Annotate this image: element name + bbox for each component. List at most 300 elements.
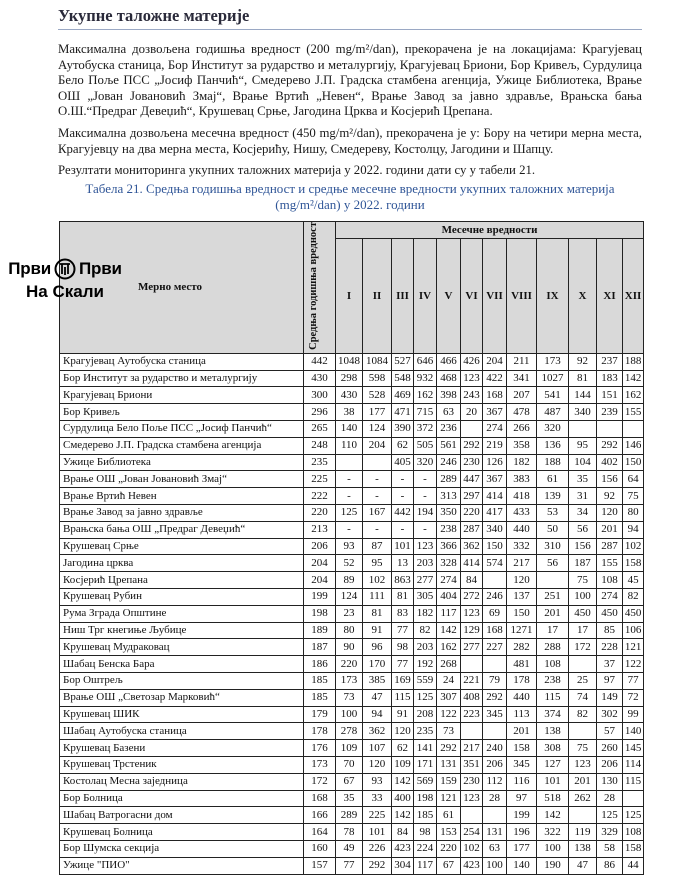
monthly-value: 81	[363, 605, 392, 622]
monthly-value: 137	[507, 589, 537, 606]
monthly-value	[483, 723, 507, 740]
monthly-value: 109	[336, 740, 363, 757]
monthly-value: 201	[507, 723, 537, 740]
heading-block	[58, 4, 642, 30]
monthly-value: 292	[363, 857, 392, 874]
header-annual-text: Средња годишња вредност	[307, 222, 319, 350]
monthly-value: 208	[414, 706, 437, 723]
monthly-value: 450	[569, 605, 597, 622]
monthly-value: 87	[363, 538, 392, 555]
monthly-value: 136	[537, 437, 569, 454]
monthly-value: 236	[437, 421, 461, 438]
monthly-value: 341	[507, 370, 537, 387]
monthly-value: 146	[623, 437, 644, 454]
monthly-value: 140	[623, 723, 644, 740]
monthly-value: 112	[483, 773, 507, 790]
annual-value: 235	[304, 454, 336, 471]
monthly-value: 153	[437, 824, 461, 841]
monthly-value: 75	[623, 488, 644, 505]
annual-value: 265	[304, 421, 336, 438]
monthly-value: 367	[483, 471, 507, 488]
monthly-value: 95	[363, 555, 392, 572]
monthly-value: 124	[363, 421, 392, 438]
monthly-value: 201	[537, 605, 569, 622]
monthly-value: 125	[623, 807, 644, 824]
annual-value: 204	[304, 555, 336, 572]
monthly-value: 150	[483, 538, 507, 555]
monthly-value: 172	[569, 639, 597, 656]
monthly-value: 100	[537, 841, 569, 858]
monthly-value: 277	[461, 639, 483, 656]
annual-value: 164	[304, 824, 336, 841]
monthly-value: 203	[414, 555, 437, 572]
monthly-value: 469	[392, 387, 414, 404]
monthly-value: 402	[597, 454, 623, 471]
header-station: Мерно место	[60, 222, 304, 354]
monthly-value: 108	[623, 824, 644, 841]
monthly-value: -	[414, 521, 437, 538]
monthly-value: 328	[437, 555, 461, 572]
table-row	[60, 387, 644, 404]
monthly-value	[461, 421, 483, 438]
monthly-value	[461, 723, 483, 740]
monthly-value: 96	[363, 639, 392, 656]
monthly-value: 34	[569, 505, 597, 522]
monthly-value: 442	[392, 505, 414, 522]
monthly-value: 313	[437, 488, 461, 505]
monthly-value: 17	[569, 622, 597, 639]
header-month-4: IV	[414, 239, 437, 354]
monthly-value: 126	[483, 454, 507, 471]
monthly-value: 246	[483, 589, 507, 606]
monthly-value: 140	[336, 421, 363, 438]
table-row	[60, 773, 644, 790]
monthly-value: 518	[537, 790, 569, 807]
monthly-value: 230	[461, 454, 483, 471]
monthly-value: 56	[537, 555, 569, 572]
monthly-value: 185	[414, 807, 437, 824]
table-row	[60, 807, 644, 824]
monthly-value: 158	[507, 740, 537, 757]
monthly-value: -	[363, 471, 392, 488]
monthly-value: 111	[363, 589, 392, 606]
station-name: Крушевац Трстеник	[60, 757, 304, 774]
station-name: Шабац Бенска Бара	[60, 656, 304, 673]
monthly-value: 287	[597, 538, 623, 555]
table-row	[60, 589, 644, 606]
monthly-value: 288	[537, 639, 569, 656]
monthly-value: 239	[597, 404, 623, 421]
monthly-value: 423	[392, 841, 414, 858]
monthly-value: 127	[537, 757, 569, 774]
station-name: Јагодина црква	[60, 555, 304, 572]
monthly-value: 450	[597, 605, 623, 622]
monthly-value: 226	[363, 841, 392, 858]
logo-word-left: Први	[8, 259, 51, 278]
monthly-value: 240	[483, 740, 507, 757]
monthly-value: 362	[363, 723, 392, 740]
monthly-value: 322	[537, 824, 569, 841]
monthly-value: 121	[437, 790, 461, 807]
heading-rule	[58, 29, 642, 30]
header-monthly: Месечне вредности	[336, 222, 644, 239]
monthly-value: 52	[336, 555, 363, 572]
monthly-value: 277	[414, 572, 437, 589]
table-row	[60, 538, 644, 555]
station-name: Врање ОШ „Јован Јовановић Змај“	[60, 471, 304, 488]
monthly-value: 238	[437, 521, 461, 538]
monthly-value: 292	[483, 689, 507, 706]
monthly-value: 155	[597, 555, 623, 572]
monthly-value: 171	[414, 757, 437, 774]
monthly-value: 426	[461, 353, 483, 370]
station-name: Врање Завод за јавно здравље	[60, 505, 304, 522]
monthly-value: 440	[507, 689, 537, 706]
monthly-value: 120	[507, 572, 537, 589]
station-name: Смедерево Ј.П. Градска стамбена агенција	[60, 437, 304, 454]
monthly-value: 194	[414, 505, 437, 522]
monthly-value: 260	[597, 740, 623, 757]
monthly-value: -	[414, 488, 437, 505]
table-row	[60, 370, 644, 387]
monthly-value: 251	[537, 589, 569, 606]
header-month-6: VI	[461, 239, 483, 354]
header-month-11: XI	[597, 239, 623, 354]
station-name: Шабац Аутобуска станица	[60, 723, 304, 740]
station-name: Рума Зграда Општине	[60, 605, 304, 622]
monthly-value: 304	[392, 857, 414, 874]
monthly-value: 102	[623, 538, 644, 555]
monthly-value: 211	[507, 353, 537, 370]
annual-value: 213	[304, 521, 336, 538]
table-caption	[58, 181, 642, 212]
monthly-value: 266	[507, 421, 537, 438]
monthly-value: 67	[336, 773, 363, 790]
annual-value: 198	[304, 605, 336, 622]
monthly-value: 125	[597, 807, 623, 824]
annual-value: 442	[304, 353, 336, 370]
monthly-value: 123	[569, 757, 597, 774]
table-body	[60, 353, 644, 874]
monthly-value: 97	[507, 790, 537, 807]
monthly-value: 345	[483, 706, 507, 723]
monthly-value: 466	[437, 353, 461, 370]
monthly-value: 528	[363, 387, 392, 404]
annual-value: 189	[304, 622, 336, 639]
monthly-value: 158	[623, 841, 644, 858]
monthly-value: 150	[507, 605, 537, 622]
monthly-value: 117	[437, 605, 461, 622]
monthly-value: 56	[569, 521, 597, 538]
caption-line-1: Табела 21. Средња годишња вредност и средње месечне вредности укупних таложних материја	[85, 181, 615, 196]
station-name: Крушевац Базени	[60, 740, 304, 757]
monthly-value: 82	[414, 622, 437, 639]
monthly-value: 177	[363, 404, 392, 421]
station-name: Крушевац Болница	[60, 824, 304, 841]
monthly-value: 77	[623, 673, 644, 690]
table-row	[60, 857, 644, 874]
monthly-value: 100	[569, 589, 597, 606]
deposition-table	[59, 221, 644, 875]
station-name: Бор Шумска секција	[60, 841, 304, 858]
monthly-value: 308	[537, 740, 569, 757]
paragraph-annual-exceedance: Максимална дозвољена годишња вредност (200 mg/m²/dan), прекорачена је на локацијама: Крагујевац Аутобуска станица, Бор Институт за рударство и металургију, Крагујевац Бриони, Бор Кривељ, Сурдулица Бело Поље ПСС „Јосиф Панчић“, Смедерево Ј.П. Градска стамбена агенција, Ужице Библиотека, Врање ОШ „Јован Јовановић Змај“, Врање Вртић „Невен“, Врање Завод за јавно здравље, Врањска бања О.Ш.“Предраг Девеџић“, Крушевац Срње, Јагодина Црква и Косјерић Црепана.	[58, 42, 642, 119]
table-row	[60, 454, 644, 471]
header-annual	[304, 222, 336, 354]
monthly-value: 182	[507, 454, 537, 471]
monthly-value: 162	[414, 387, 437, 404]
annual-value: 187	[304, 639, 336, 656]
monthly-value: 45	[623, 572, 644, 589]
monthly-value: 433	[507, 505, 537, 522]
monthly-value: 404	[437, 589, 461, 606]
monthly-value: 97	[597, 673, 623, 690]
annual-value: 173	[304, 757, 336, 774]
monthly-value: 86	[597, 857, 623, 874]
monthly-value: 109	[392, 757, 414, 774]
table-row	[60, 421, 644, 438]
monthly-value: 274	[597, 589, 623, 606]
monthly-value: 77	[392, 622, 414, 639]
monthly-value: 79	[483, 673, 507, 690]
monthly-value: 142	[437, 622, 461, 639]
monthly-value: 173	[336, 673, 363, 690]
monthly-value: 414	[483, 488, 507, 505]
annual-value: 166	[304, 807, 336, 824]
monthly-value: 220	[336, 656, 363, 673]
monthly-value	[336, 454, 363, 471]
annual-value: 179	[304, 706, 336, 723]
header-month-3: III	[392, 239, 414, 354]
monthly-value: 62	[392, 437, 414, 454]
monthly-value: 254	[461, 824, 483, 841]
monthly-value: 169	[392, 673, 414, 690]
annual-value: 186	[304, 656, 336, 673]
monthly-value: 220	[461, 505, 483, 522]
monthly-value: 91	[363, 622, 392, 639]
monthly-value: 282	[507, 639, 537, 656]
monthly-value: 187	[569, 555, 597, 572]
monthly-value: 351	[461, 757, 483, 774]
monthly-value: 340	[569, 404, 597, 421]
monthly-value: 574	[483, 555, 507, 572]
monthly-value: 156	[569, 538, 597, 555]
monthly-value: 107	[363, 740, 392, 757]
monthly-value: 219	[483, 437, 507, 454]
monthly-value: 178	[507, 673, 537, 690]
monthly-value: 49	[336, 841, 363, 858]
annual-value: 172	[304, 773, 336, 790]
annual-value: 185	[304, 689, 336, 706]
monthly-value: 206	[483, 757, 507, 774]
monthly-value: 110	[336, 437, 363, 454]
station-name: Крагујевац Бриони	[60, 387, 304, 404]
monthly-value: 121	[623, 639, 644, 656]
header-month-2: II	[363, 239, 392, 354]
monthly-value: 131	[437, 757, 461, 774]
monthly-value: 63	[437, 404, 461, 421]
monthly-value: 1271	[507, 622, 537, 639]
monthly-value: 73	[437, 723, 461, 740]
monthly-value: 91	[392, 706, 414, 723]
monthly-value: 646	[414, 353, 437, 370]
table-row	[60, 673, 644, 690]
monthly-value: 122	[437, 706, 461, 723]
monthly-value: -	[392, 488, 414, 505]
monthly-value: 204	[363, 437, 392, 454]
header-month-12: XII	[623, 239, 644, 354]
monthly-value: 302	[597, 706, 623, 723]
monthly-value: 385	[363, 673, 392, 690]
watermark-logo	[0, 258, 130, 302]
monthly-value: 561	[437, 437, 461, 454]
monthly-value: 230	[461, 773, 483, 790]
monthly-value: 190	[537, 857, 569, 874]
annual-value: 199	[304, 589, 336, 606]
monthly-value: 113	[507, 706, 537, 723]
station-name: Крагујевац Аутобуска станица	[60, 353, 304, 370]
monthly-value: 100	[336, 706, 363, 723]
station-name: Ниш Трг кнегиње Љубице	[60, 622, 304, 639]
monthly-value: 447	[461, 471, 483, 488]
monthly-value: 177	[507, 841, 537, 858]
monthly-value: 102	[363, 572, 392, 589]
monthly-value: 102	[461, 841, 483, 858]
monthly-value: 53	[537, 505, 569, 522]
monthly-value	[461, 807, 483, 824]
monthly-value: 95	[569, 437, 597, 454]
monthly-value: 131	[483, 824, 507, 841]
station-name: Врањска бања ОШ „Предраг Девеџић“	[60, 521, 304, 538]
monthly-value: 84	[392, 824, 414, 841]
monthly-value: 329	[597, 824, 623, 841]
monthly-value: 362	[461, 538, 483, 555]
monthly-value: 20	[461, 404, 483, 421]
monthly-value: 61	[437, 807, 461, 824]
monthly-value: 297	[461, 488, 483, 505]
monthly-value: 158	[623, 555, 644, 572]
monthly-value: 227	[483, 639, 507, 656]
monthly-value: 63	[483, 841, 507, 858]
monthly-value: 115	[623, 773, 644, 790]
header-month-9: IX	[537, 239, 569, 354]
monthly-value: 243	[461, 387, 483, 404]
monthly-value: 144	[569, 387, 597, 404]
monthly-value: 217	[461, 740, 483, 757]
header-month-10: X	[569, 239, 597, 354]
monthly-value: 527	[392, 353, 414, 370]
monthly-value	[597, 421, 623, 438]
monthly-value: 38	[336, 404, 363, 421]
monthly-value: 548	[392, 370, 414, 387]
monthly-value: 101	[392, 538, 414, 555]
monthly-value: 151	[597, 387, 623, 404]
monthly-value: 31	[569, 488, 597, 505]
monthly-value: 188	[537, 454, 569, 471]
monthly-value: 156	[597, 471, 623, 488]
monthly-value: 155	[623, 404, 644, 421]
monthly-value: 94	[623, 521, 644, 538]
monthly-value: 115	[392, 689, 414, 706]
monthly-value: 201	[569, 773, 597, 790]
monthly-value: 44	[623, 857, 644, 874]
monthly-value: 220	[437, 841, 461, 858]
monthly-value: 98	[392, 639, 414, 656]
monthly-value: 80	[336, 622, 363, 639]
station-name: Крушевац Мудраковац	[60, 639, 304, 656]
station-name: Бор Институт за рударство и металургију	[60, 370, 304, 387]
monthly-value: 170	[363, 656, 392, 673]
monthly-value: 262	[569, 790, 597, 807]
table-row	[60, 404, 644, 421]
monthly-value	[537, 572, 569, 589]
monthly-value: 1027	[537, 370, 569, 387]
monthly-value: 149	[597, 689, 623, 706]
monthly-value: 145	[623, 740, 644, 757]
monthly-value: 358	[507, 437, 537, 454]
monthly-value: 142	[392, 773, 414, 790]
monthly-value: 117	[414, 857, 437, 874]
monthly-value: 62	[392, 740, 414, 757]
monthly-value: 206	[597, 757, 623, 774]
station-name: Врање ОШ „Светозар Марковић“	[60, 689, 304, 706]
table-row	[60, 605, 644, 622]
monthly-value: 120	[392, 723, 414, 740]
monthly-value: 398	[437, 387, 461, 404]
monthly-value: 320	[414, 454, 437, 471]
monthly-value: 150	[623, 454, 644, 471]
monthly-value: 292	[597, 437, 623, 454]
logo-circle-icon	[54, 258, 76, 280]
monthly-value: 207	[507, 387, 537, 404]
monthly-value: 228	[597, 639, 623, 656]
monthly-value: 468	[437, 370, 461, 387]
monthly-value: 116	[507, 773, 537, 790]
monthly-value: 120	[363, 757, 392, 774]
monthly-value: 481	[507, 656, 537, 673]
monthly-value: 73	[336, 689, 363, 706]
monthly-value: 70	[336, 757, 363, 774]
monthly-value: 93	[363, 773, 392, 790]
monthly-value: 140	[507, 857, 537, 874]
monthly-value: 1048	[336, 353, 363, 370]
monthly-value: 221	[461, 673, 483, 690]
paragraph-results-intro: Резултати мониторинга укупних таложних материја у 2022. години дати су у табели 21.	[58, 163, 536, 178]
monthly-value: 173	[537, 353, 569, 370]
monthly-value: 198	[414, 790, 437, 807]
monthly-value: 92	[597, 488, 623, 505]
monthly-value: 141	[414, 740, 437, 757]
table-row	[60, 757, 644, 774]
monthly-value: 72	[623, 689, 644, 706]
monthly-value: 123	[461, 790, 483, 807]
table-row	[60, 437, 644, 454]
monthly-value: 440	[507, 521, 537, 538]
monthly-value: 81	[569, 370, 597, 387]
monthly-value: -	[392, 471, 414, 488]
monthly-value: 289	[336, 807, 363, 824]
monthly-value: 28	[597, 790, 623, 807]
monthly-value: 78	[336, 824, 363, 841]
monthly-value: -	[363, 488, 392, 505]
monthly-value: 238	[537, 673, 569, 690]
monthly-value: 142	[537, 807, 569, 824]
monthly-value: 77	[392, 656, 414, 673]
monthly-value: 138	[537, 723, 569, 740]
monthly-value: 372	[414, 421, 437, 438]
monthly-value: 125	[336, 505, 363, 522]
table-row	[60, 689, 644, 706]
